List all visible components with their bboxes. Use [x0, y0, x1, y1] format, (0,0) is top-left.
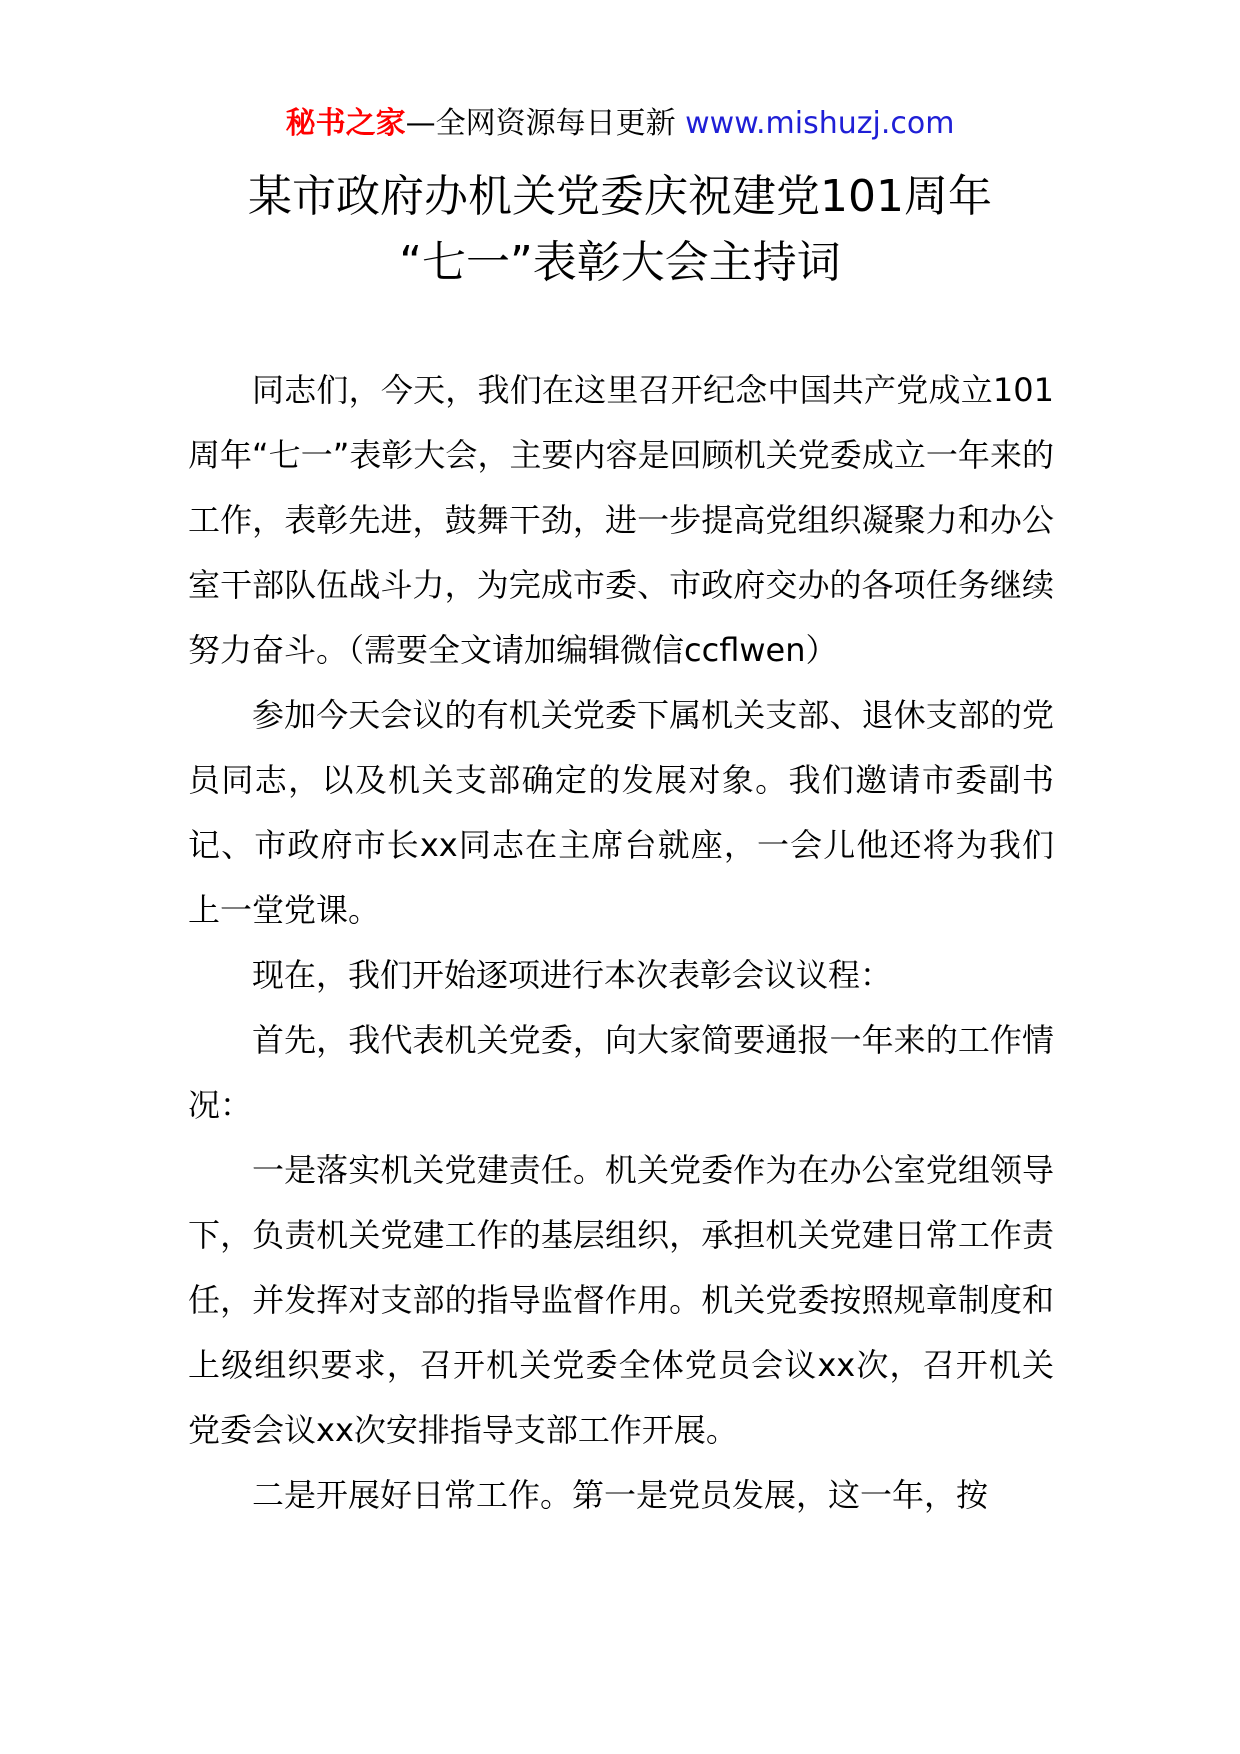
title-line-2: “七一”表彰大会主持词 — [399, 237, 841, 288]
paragraph: 现在，我们开始逐项进行本次表彰会议议程： — [252, 956, 893, 994]
header-banner — [0, 102, 1240, 146]
document-body — [188, 358, 1054, 1528]
paragraph: 二是开展好日常工作。第一是党员发展，这一年，按 — [252, 1476, 989, 1514]
paragraph: 同志们，今天，我们在这里召开纪念中国共产党成立101周年“七一”表彰大会，主要内容是回顾机关党委成立一年来的工作，表彰先进，鼓舞干劲，进一步提高党组织凝聚力和办公室干部队伍战斗力，为完成市委、市政府交办的各项任务继续努力奋斗。（需要全文请加编辑微信ccflwen） — [188, 371, 1054, 669]
paragraph: 一是落实机关党建责任。机关党委作为在办公室党组领导下，负责机关党建工作的基层组织，承担机关党建日常工作责任，并发挥对支部的指导监督作用。机关党委按照规章制度和上级组织要求，召开机关党委全体党员会议xx次，召开机关党委会议xx次安排指导支部工作开展。 — [188, 1151, 1054, 1449]
document-title — [0, 164, 1240, 296]
title-line-1: 某市政府办机关党委庆祝建党101周年 — [248, 171, 992, 222]
brand-name: 秘书之家 — [285, 106, 406, 141]
header-tagline: —全网资源每日更新 — [405, 106, 676, 141]
paragraph: 参加今天会议的有机关党委下属机关支部、退休支部的党员同志，以及机关支部确定的发展对象。我们邀请市委副书记、市政府市长xx同志在主席台就座，一会儿他还将为我们上一堂党课。 — [188, 696, 1054, 929]
website-link[interactable]: www.mishuzj.com — [685, 106, 955, 141]
paragraph: 首先，我代表机关党委，向大家简要通报一年来的工作情况： — [188, 1021, 1054, 1124]
